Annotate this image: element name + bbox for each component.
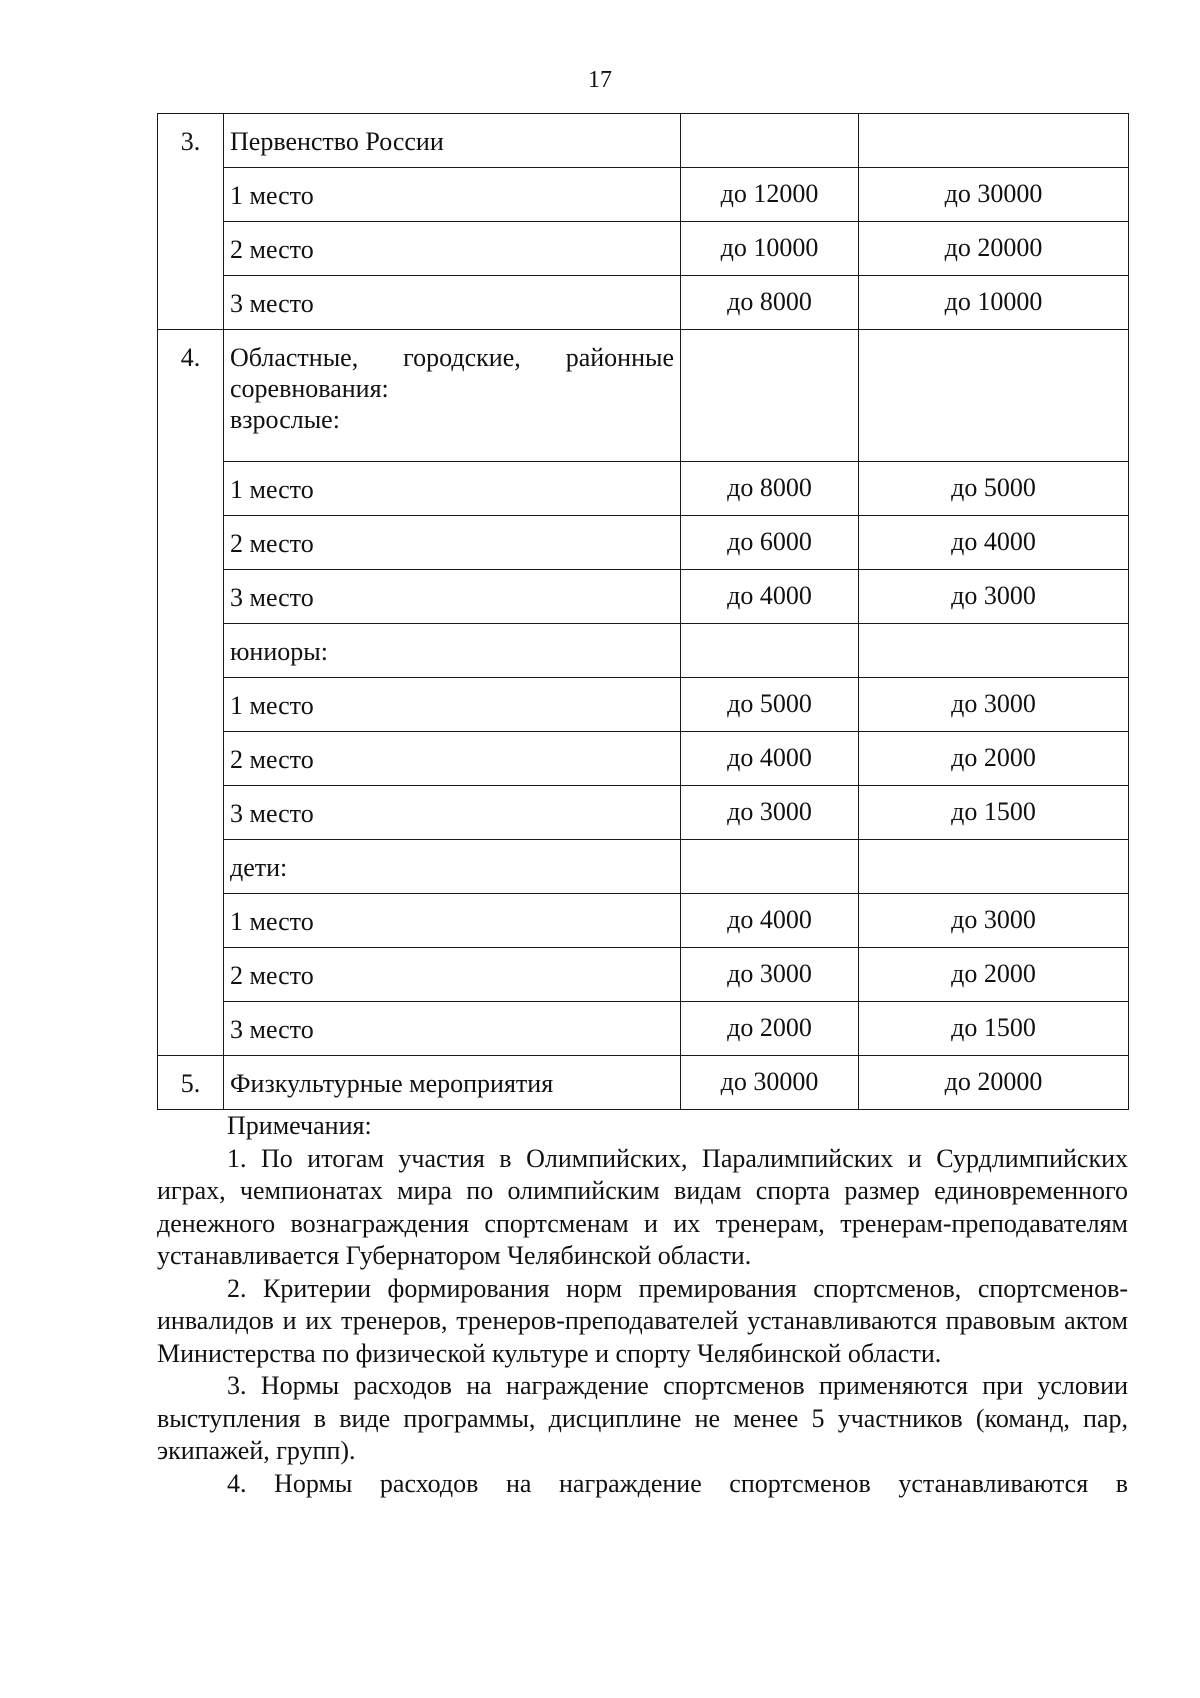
row-name: Первенство России	[224, 114, 681, 168]
section-number: 4.	[158, 330, 224, 1056]
table-row	[158, 222, 1129, 276]
row-value-a: до 4000	[681, 732, 859, 786]
section-number: 3.	[158, 114, 224, 330]
row-value-a: до 4000	[681, 894, 859, 948]
row-value-a: до 6000	[681, 516, 859, 570]
row-value-b: до 10000	[859, 276, 1129, 330]
row-name: 3 место	[224, 570, 681, 624]
row-name: 3 место	[224, 276, 681, 330]
row-name: 3 место	[224, 1002, 681, 1056]
row-name-line: взрослые:	[230, 405, 340, 434]
table-row	[158, 840, 1129, 894]
table-row	[158, 114, 1129, 168]
table-row	[158, 516, 1129, 570]
row-name: 1 место	[224, 462, 681, 516]
row-name-line: соревнования:	[230, 374, 389, 403]
table-row	[158, 570, 1129, 624]
row-value-b: до 3000	[859, 894, 1129, 948]
row-name: 1 место	[224, 678, 681, 732]
row-name: юниоры:	[224, 624, 681, 678]
row-value-a: до 5000	[681, 678, 859, 732]
row-value-b	[859, 114, 1129, 168]
row-value-a: до 8000	[681, 462, 859, 516]
row-value-b: до 30000	[859, 168, 1129, 222]
table-row	[158, 678, 1129, 732]
row-name: 1 место	[224, 168, 681, 222]
row-name: 2 место	[224, 222, 681, 276]
row-value-b: до 20000	[859, 1056, 1129, 1110]
row-value-a: до 10000	[681, 222, 859, 276]
row-value-a	[681, 624, 859, 678]
row-name-multiline	[224, 330, 681, 462]
table-row	[158, 276, 1129, 330]
row-value-b: до 5000	[859, 462, 1129, 516]
row-value-b: до 20000	[859, 222, 1129, 276]
table-row	[158, 462, 1129, 516]
table-row	[158, 1056, 1129, 1110]
row-value-b: до 2000	[859, 732, 1129, 786]
note-item: 3. Нормы расходов на награждение спортсменов применяются при условии выступления в виде программы, дисциплине не менее 5 участников (команд, пар, экипажей, групп).	[157, 1371, 1128, 1465]
row-value-b	[859, 840, 1129, 894]
table-row	[158, 330, 1129, 462]
table-row	[158, 948, 1129, 1002]
table-row	[158, 1002, 1129, 1056]
note-item: 1. По итогам участия в Олимпийских, Паралимпийских и Сурдлимпийских играх, чемпионатах мира по олимпийским видам спорта размер единовременного денежного вознаграждения спортсменам и их тренерам, тренерам-преподавателям устанавливается Губернатором Челябинской области.	[157, 1143, 1128, 1270]
row-value-a: до 8000	[681, 276, 859, 330]
row-value-a: до 2000	[681, 1002, 859, 1056]
row-value-b: до 1500	[859, 1002, 1129, 1056]
notes-heading: Примечания:	[227, 1111, 372, 1140]
table-row	[158, 624, 1129, 678]
note-item: 2. Критерии формирования норм премирования спортсменов, спортсменов-инвалидов и их тренеров, тренеров-преподавателей устанавливаются правовым актом Министерства по физической культуре и спорту Челябинской области.	[157, 1273, 1128, 1368]
note-item: 4. Нормы расходов на награждение спортсменов устанавливаются в	[227, 1468, 1128, 1498]
awards-table	[157, 113, 1129, 1110]
row-name: 2 место	[224, 516, 681, 570]
row-value-b	[859, 624, 1129, 678]
row-value-a: до 4000	[681, 570, 859, 624]
row-value-b	[859, 330, 1129, 462]
row-value-b: до 1500	[859, 786, 1129, 840]
row-name: 3 место	[224, 786, 681, 840]
row-name: 2 место	[224, 732, 681, 786]
row-value-b: до 3000	[859, 678, 1129, 732]
row-name: 2 место	[224, 948, 681, 1002]
row-value-a	[681, 330, 859, 462]
section-number: 5.	[158, 1056, 224, 1110]
row-name: Физкультурные мероприятия	[224, 1056, 681, 1110]
row-value-b: до 4000	[859, 516, 1129, 570]
row-name: 1 место	[224, 894, 681, 948]
table-row	[158, 732, 1129, 786]
page-number: 17	[588, 67, 612, 93]
row-value-a: до 12000	[681, 168, 859, 222]
row-value-b: до 3000	[859, 570, 1129, 624]
table-row	[158, 894, 1129, 948]
table-row	[158, 786, 1129, 840]
row-name: дети:	[224, 840, 681, 894]
row-name-line: Областные, городские, районные	[230, 343, 674, 372]
row-value-a: до 3000	[681, 948, 859, 1002]
row-value-a	[681, 114, 859, 168]
notes-section	[157, 1110, 1128, 1500]
row-value-a: до 3000	[681, 786, 859, 840]
row-value-a: до 30000	[681, 1056, 859, 1110]
table-row	[158, 168, 1129, 222]
row-value-a	[681, 840, 859, 894]
row-value-b: до 2000	[859, 948, 1129, 1002]
